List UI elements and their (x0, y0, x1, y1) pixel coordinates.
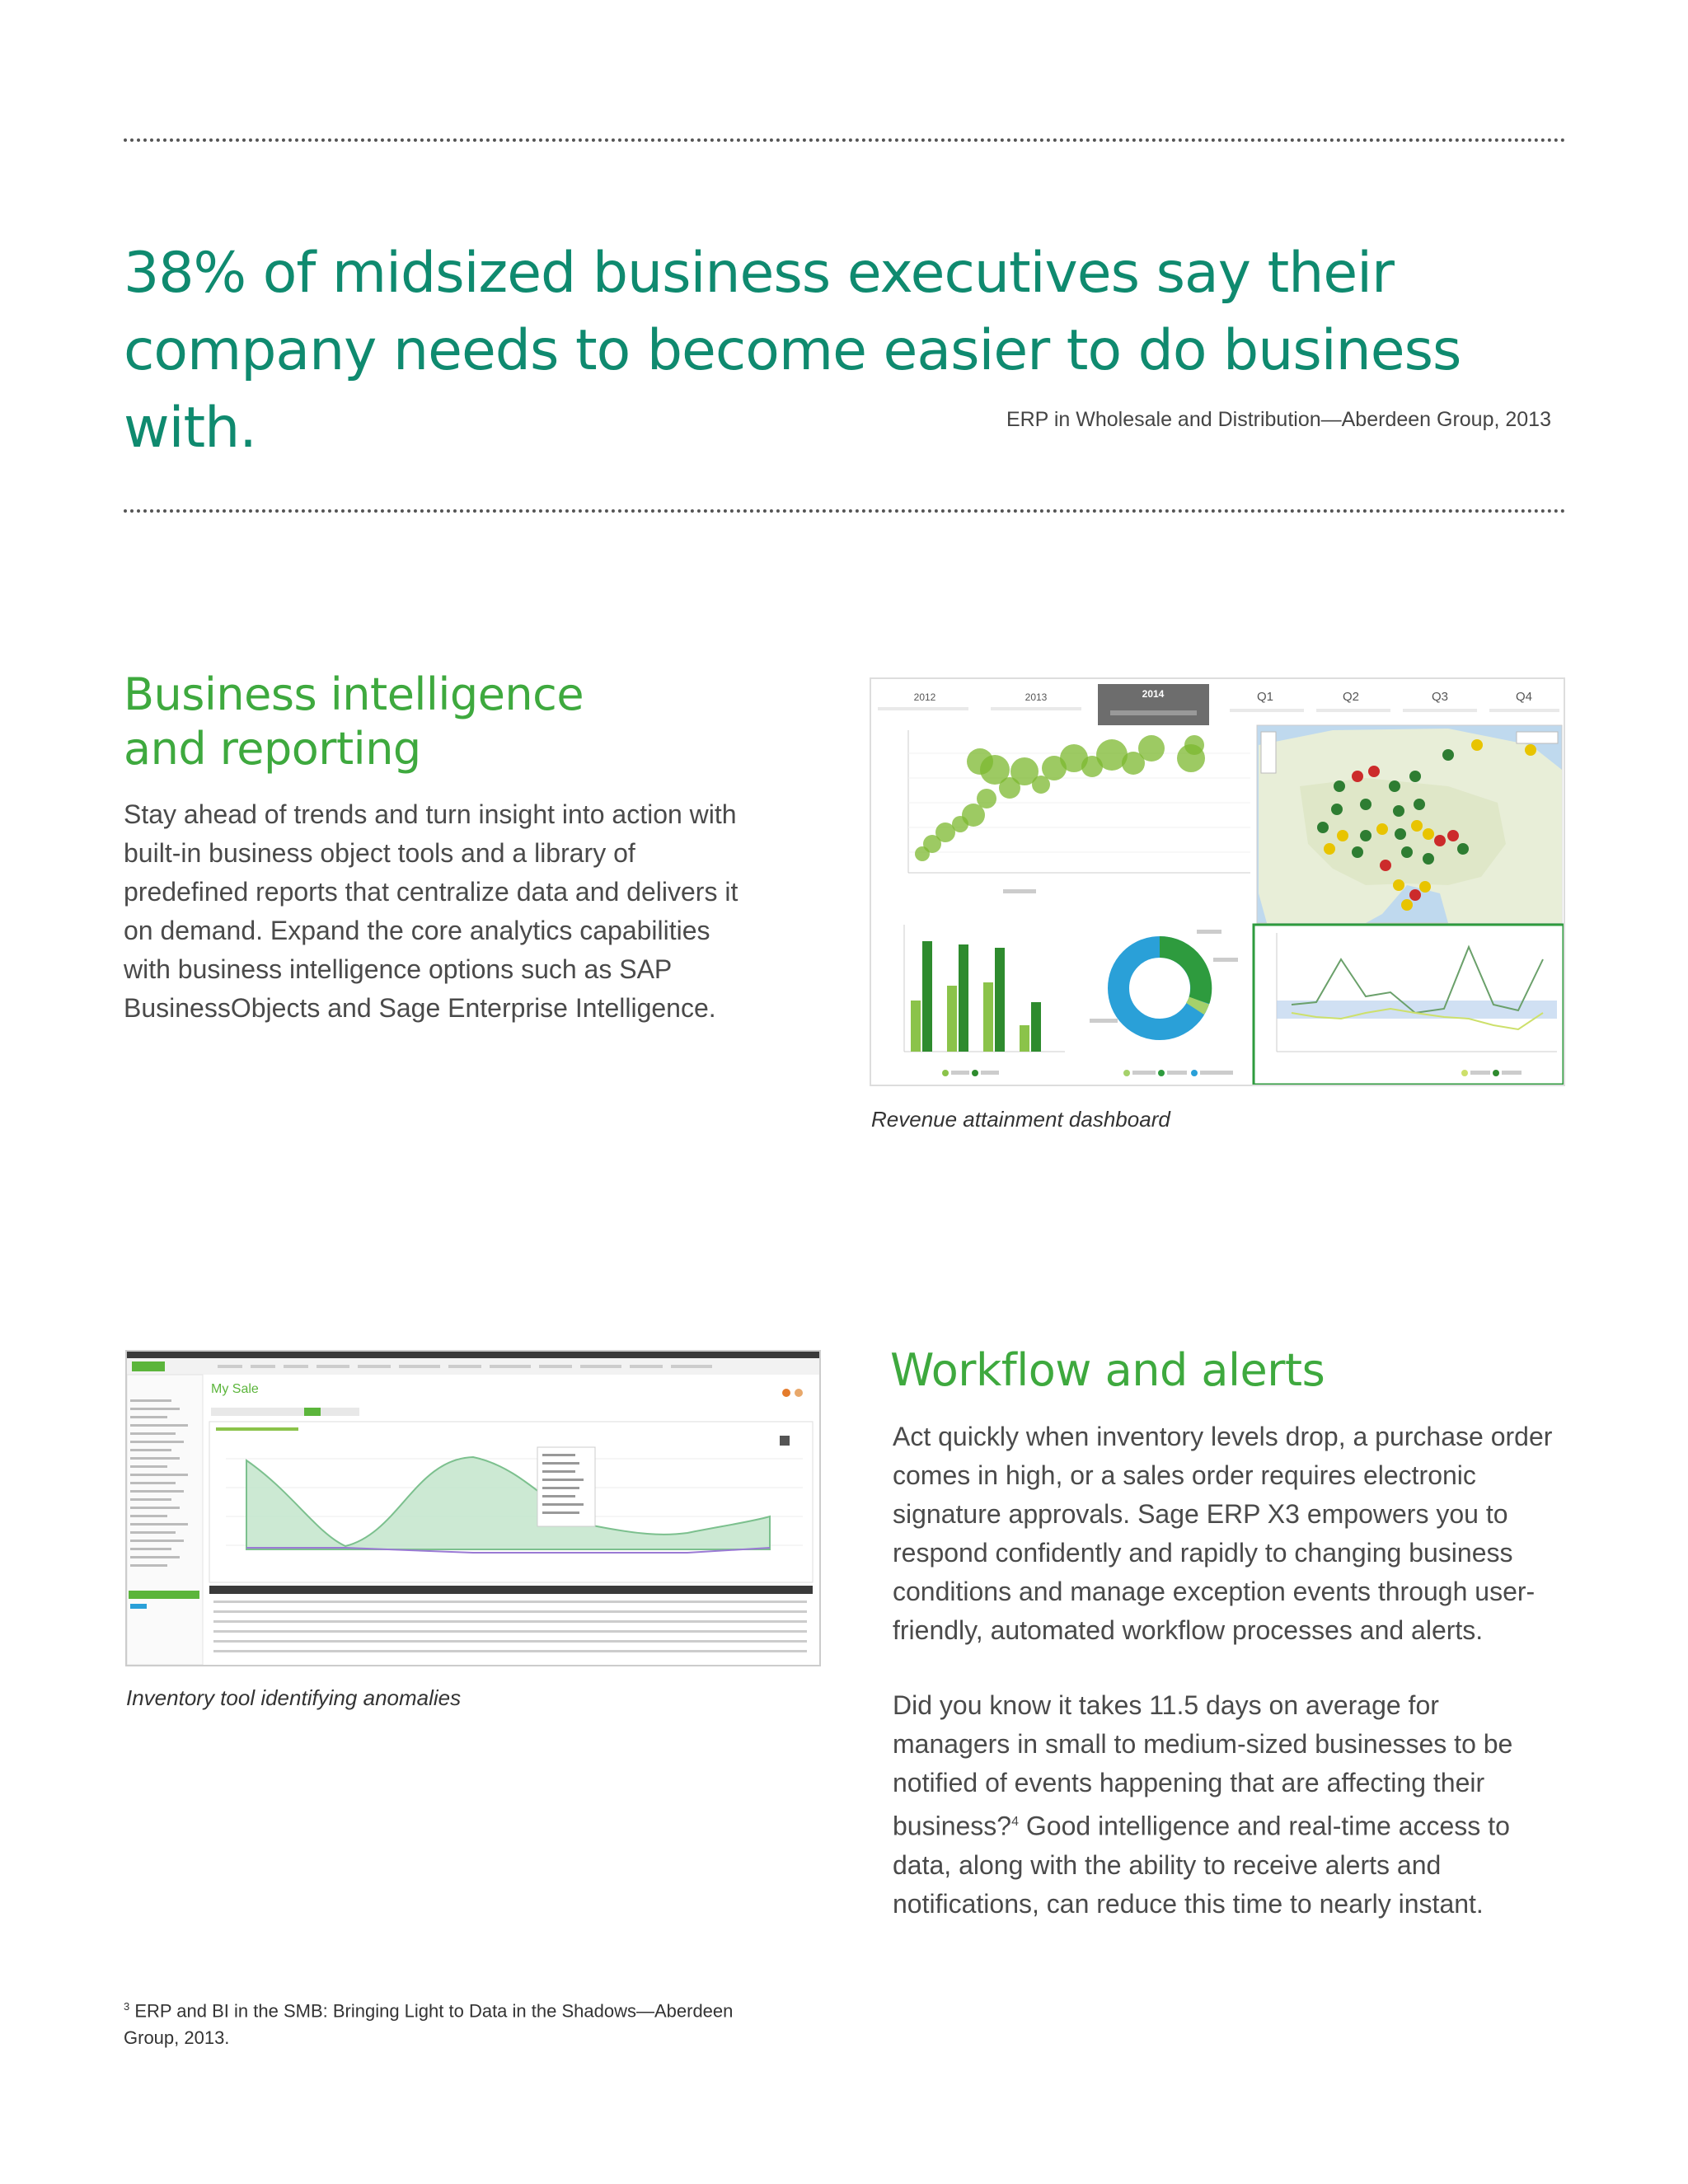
map-panel (1257, 725, 1562, 923)
dashboard-caption: Revenue attainment dashboard (871, 1107, 1170, 1132)
dashboard-svg (871, 679, 1564, 1085)
bi-title-line2: and reporting (124, 723, 421, 775)
bubble (977, 789, 996, 808)
workflow-section-title: Workflow and alerts (890, 1344, 1325, 1396)
inventory-page-heading: My Sale (211, 1382, 259, 1396)
app-logo (132, 1361, 165, 1371)
pull-quote (124, 235, 1574, 467)
bar (1020, 1025, 1029, 1052)
bar (922, 941, 932, 1052)
footnote-3 (124, 1993, 775, 2051)
bar-chart (904, 925, 1065, 1076)
bubble (1138, 735, 1165, 762)
bubble-chart (908, 730, 1250, 893)
workflow-para2-start: Did you know it takes 11.5 days on average for managers in small to medium-sized businesses to be notified of events happening that are affecting their business? (893, 1690, 1513, 1841)
inventory-caption: Inventory tool identifying anomalies (126, 1685, 462, 1710)
inventory-tools-icon[interactable] (782, 1389, 790, 1397)
inventory-svg (127, 1352, 819, 1665)
quarter-tab-q1[interactable]: Q1 (1256, 690, 1274, 704)
quarter-tabs (1230, 690, 1559, 712)
workflow-para2 (893, 1686, 1552, 1924)
bar (947, 986, 957, 1052)
donut-chart (1090, 930, 1238, 1076)
year-tab-2012[interactable]: 2012 (913, 691, 936, 703)
footnote-text: ERP and BI in the SMB: Bringing Light to Data in the Shadows—Aberdeen Group, 2013. (124, 2000, 734, 2049)
year-tab-2014[interactable]: 2014 (1142, 688, 1165, 700)
quarter-tab-q3[interactable]: Q3 (1431, 690, 1449, 704)
footnote-marker: 3 (124, 2000, 130, 2013)
top-dotted-rule (124, 138, 1566, 142)
pull-quote-line2: company needs to become easier to do business with. (124, 318, 1461, 461)
bar (983, 982, 993, 1052)
chart-menu-icon[interactable] (780, 1436, 790, 1446)
pull-quote-source: ERP in Wholesale and Distribution—Aberdeen Group, 2013 (1006, 408, 1551, 431)
pull-quote-line1: 38% of midsized business executives say their (124, 241, 1395, 306)
workflow-para2-end: Good intelligence and real-time access to data, along with the ability to receive alerts and notifications, can reduce this time to nearly instant. (893, 1811, 1510, 1919)
year-tab-2013[interactable]: 2013 (1025, 691, 1048, 703)
footnote-ref-4: 4 (1011, 1815, 1019, 1829)
revenue-dashboard-image (870, 677, 1565, 1086)
inventory-table-rows (213, 1601, 807, 1652)
line-chart (1254, 925, 1564, 1085)
bi-title-line1: Business intelligence (124, 668, 584, 720)
bottom-dotted-rule (124, 509, 1566, 513)
bi-section-body: Stay ahead of trends and turn insight into action with built-in business object tools and a library of predefined reports that centralize data and delivers it on demand. Expand the core analytics capabilities with business intelligence options such as SAP BusinessObjects and Sage Enterprise Intelligence. (124, 799, 738, 1023)
bar (995, 948, 1005, 1052)
bar (959, 944, 968, 1052)
workflow-para1: Act quickly when inventory levels drop, a purchase order comes in high, or a sales order requires electronic signature approvals. Sage ERP X3 empowers you to respond confidently and rapidly to changing business conditions and manage exception events through user-friendly, automated workflow processes and alerts. (893, 1422, 1553, 1645)
bubble (1184, 735, 1204, 755)
bar (1031, 1002, 1041, 1052)
bi-section-title (124, 668, 584, 776)
quarter-tab-q4[interactable]: Q4 (1515, 690, 1533, 704)
inventory-tool-image (125, 1350, 821, 1666)
year-tabs (878, 684, 1209, 725)
bar (911, 1001, 921, 1052)
quarter-tab-q2[interactable]: Q2 (1342, 690, 1360, 704)
